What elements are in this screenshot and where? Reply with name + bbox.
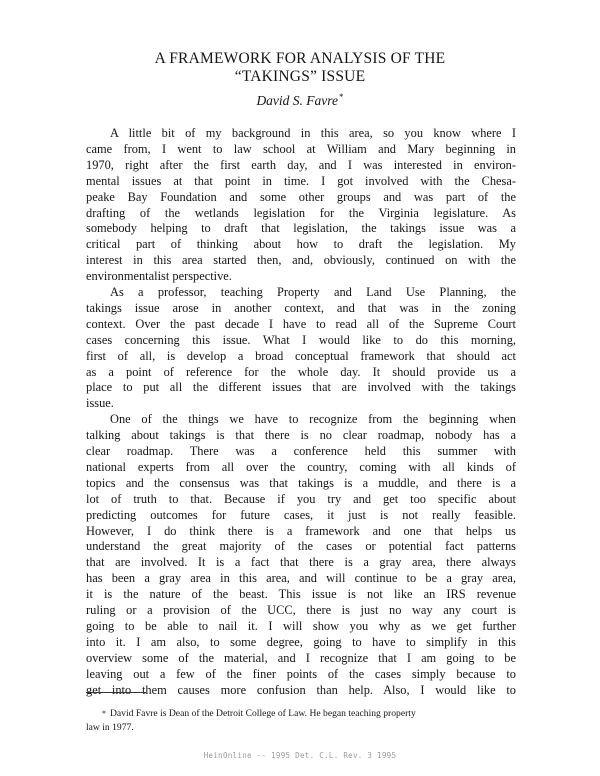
body-line: as a point of reference for the whole day. It should provide us a: [86, 364, 516, 379]
footnote-rule: [86, 692, 146, 693]
footnote-line-1: [102, 707, 512, 721]
article-title-line-1: A FRAMEWORK FOR ANALYSIS OF THE: [154, 50, 446, 67]
body-line: national experts from all over the country, coming with all kinds of: [86, 459, 516, 474]
body-line: issue.: [86, 396, 114, 411]
footnote-line-2: law in 1977.: [86, 722, 134, 733]
body-line: came from, I went to law school at William and Mary beginning in: [86, 141, 516, 156]
body-line: peake Bay Foundation and some other groups and was part of the: [86, 189, 516, 204]
body-line: ruling or a provision of the UCC, there is just no way any court is: [86, 603, 516, 617]
body-line: environmentalist perspective.: [86, 269, 232, 284]
author-name: David S. Favre: [256, 93, 339, 108]
body-line: mental issues at that point in time. I got involved with the Chesa-: [86, 173, 516, 188]
body-line: has been a gray area in this area, and will continue to be a gray area,: [86, 571, 516, 586]
body-line: takings issue arose in another context, and that was in the zoning: [86, 300, 516, 315]
body-line: interest in this area started then, and, obviously, continued on with the: [86, 253, 516, 268]
body-line: One of the things we have to recognize from the beginning when: [110, 412, 516, 427]
body-line: somebody helping to draft that legislation, the takings issue was a: [86, 221, 516, 236]
body-line: leaving out a few of the finer points of the cases simply because to: [86, 666, 516, 681]
body-line: going to be able to nail it. I will show you why as we get further: [86, 618, 516, 633]
body-line: it is the nature of the beast. This issue is not like an IRS revenue: [86, 587, 516, 602]
body-line: critical part of thinking about how to draft the legislation. My: [86, 237, 516, 252]
body-line: drafting of the wetlands legislation for the Virginia legislature. As: [86, 205, 516, 220]
body-line: place to put all the different issues that are involved with the takings: [86, 380, 516, 395]
body-line: cases concerning this issue. What I would like to do this morning,: [86, 332, 516, 347]
body-line: topics and the consensus was that takings is a muddle, and there is a: [86, 475, 516, 490]
footnote-text-1: David Favre is Dean of the Detroit College of Law. He began teaching property: [110, 708, 416, 719]
body-line: understand the great majority of the cases or potential fact patterns: [86, 539, 516, 554]
body-line: A little bit of my background in this area, so you know where I: [110, 126, 516, 140]
body-line: get into them causes more confusion than help. Also, I would like to: [86, 682, 516, 697]
article-title-line-2: “TAKINGS” ISSUE: [234, 68, 366, 85]
body-line: context. Over the past decade I have to read all of the Supreme Court: [86, 316, 516, 331]
body-line: clear roadmap. There was a conference held this summer with: [86, 444, 516, 458]
body-line: lot of truth to that. Because if you try and get too specific about: [86, 491, 516, 506]
body-line: talking about takings is that there is no clear roadmap, nobody has a: [86, 428, 516, 443]
footnote-mark: *: [102, 709, 106, 718]
body-line: However, I do think there is a framework and one that helps us: [86, 523, 516, 538]
body-line: that are involved. It is a fact that there is a gray area, there always: [86, 555, 516, 570]
body-line: overview some of the material, and I recognize that I am going to be: [86, 650, 516, 665]
author-byline: [0, 92, 600, 109]
body-line: into it. I am also, to some degree, going to have to simplify in this: [86, 634, 516, 649]
body-line: predicting outcomes for future cases, it just is not really feasible.: [86, 507, 516, 522]
body-line: 1970, right after the first earth day, and I was interested in environ-: [86, 157, 516, 172]
author-footnote-mark: *: [339, 92, 344, 102]
body-line: As a professor, teaching Property and Land Use Planning, the: [110, 285, 516, 299]
body-line: first of all, is develop a broad conceptual framework that should act: [86, 348, 516, 363]
page-stamp: HeinOnline -- 1995 Det. C.L. Rev. 3 1995: [203, 751, 397, 760]
